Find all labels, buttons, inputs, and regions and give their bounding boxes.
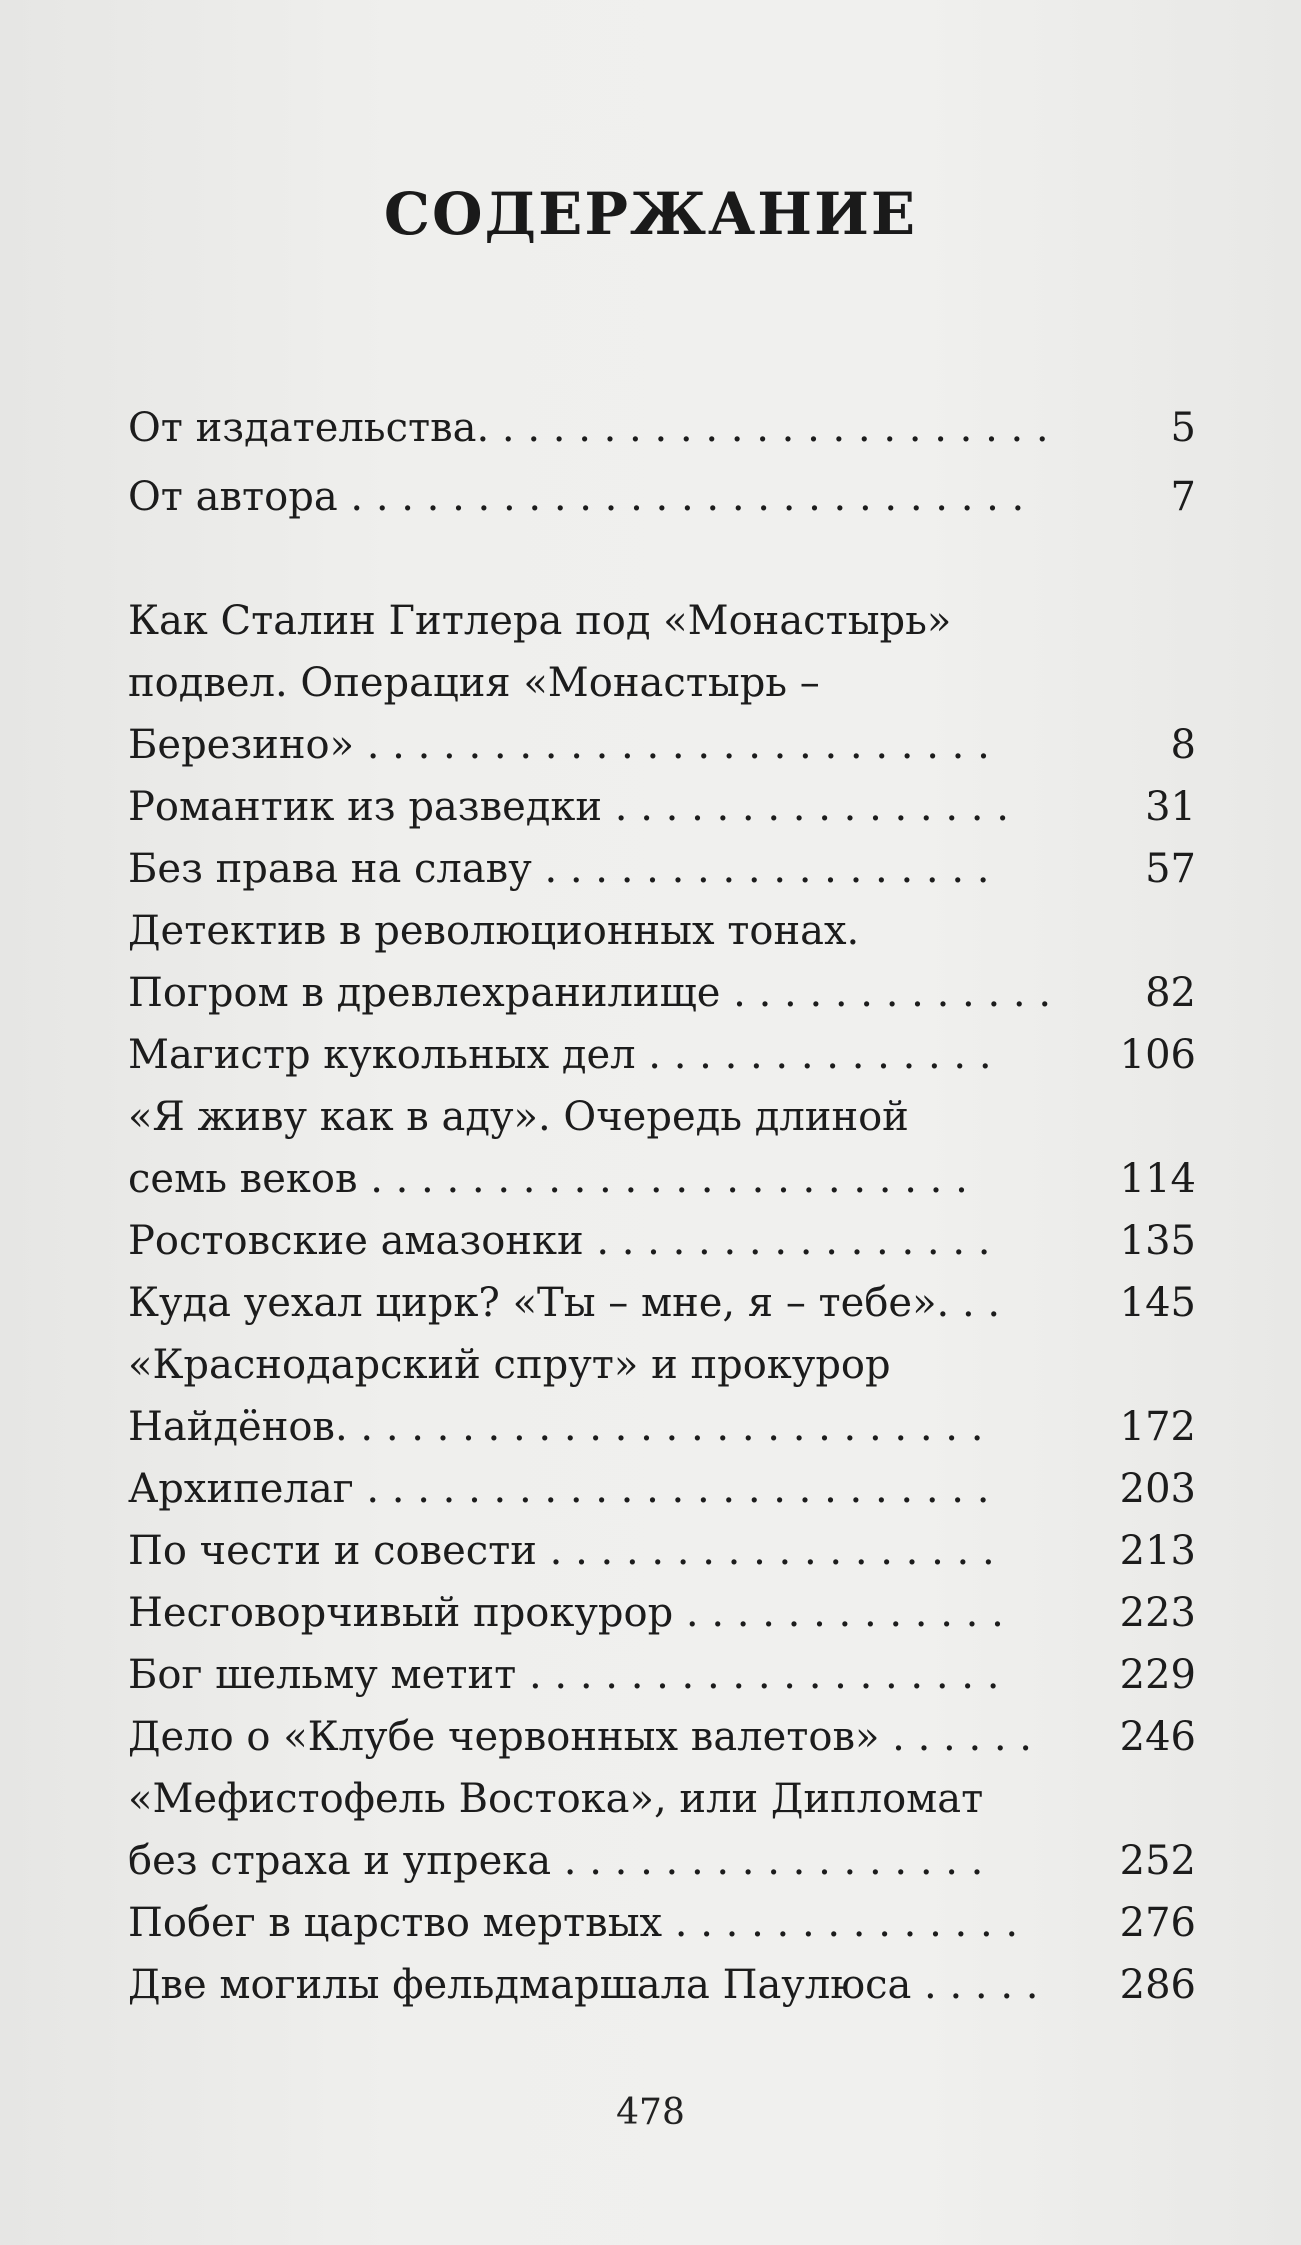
toc-entry-page: 8 xyxy=(1170,722,1196,768)
toc-entry-page: 5 xyxy=(1170,405,1196,451)
toc-entry xyxy=(128,1830,1196,1892)
toc-entry xyxy=(128,590,1196,652)
toc-entry xyxy=(128,1706,1196,1768)
toc-entry-title: «Краснодарский спрут» и прокурор xyxy=(128,1342,891,1388)
toc-entry-front-0 xyxy=(128,397,1196,459)
toc-entry xyxy=(128,1458,1196,1520)
toc-entry-title: Погром в древлехранилище . . . . . . . . . . . . . xyxy=(128,970,1052,1016)
toc-entry-title: Две могилы фельдмаршала Паулюса . . . . . xyxy=(128,1962,1039,2008)
toc-entry-page: 246 xyxy=(1119,1714,1196,1760)
toc-entry xyxy=(128,1768,1196,1830)
toc-entry-title: Как Сталин Гитлера под «Монастырь» xyxy=(128,598,952,644)
toc-entry-title: Ростовские амазонки . . . . . . . . . . . . . . . . xyxy=(128,1218,991,1264)
toc-entry-page: 252 xyxy=(1119,1838,1196,1884)
toc-entry-title: Побег в царство мертвых . . . . . . . . . . . . . . xyxy=(128,1900,1019,1946)
toc-entry-title: От автора . . . . . . . . . . . . . . . . . . . . . . . . . . . xyxy=(128,474,1025,520)
toc-entry xyxy=(128,1272,1196,1334)
toc-entry-title: «Мефистофель Востока», или Дипломат xyxy=(128,1776,984,1822)
page-title: СОДЕРЖАНИЕ xyxy=(383,180,918,248)
toc-entry xyxy=(128,1086,1196,1148)
toc-entry-title: без страха и упрека . . . . . . . . . . . . . . . . . xyxy=(128,1838,984,1884)
toc-entry-page: 145 xyxy=(1119,1280,1196,1326)
toc-entry-title: Архипелаг . . . . . . . . . . . . . . . . . . . . . . . . . xyxy=(128,1466,990,1512)
toc-entry xyxy=(128,652,1196,714)
toc-entry xyxy=(128,1148,1196,1210)
toc-entry xyxy=(128,1210,1196,1272)
toc-entry-page: 106 xyxy=(1119,1032,1196,1078)
toc-entry-page: 276 xyxy=(1119,1900,1196,1946)
toc-entry xyxy=(128,1334,1196,1396)
toc-entry xyxy=(128,714,1196,776)
toc-entry-page: 7 xyxy=(1170,474,1196,520)
toc-entry xyxy=(128,1024,1196,1086)
toc-entry xyxy=(128,900,1196,962)
toc-entry-title: Магистр кукольных дел . . . . . . . . . . . . . . xyxy=(128,1032,992,1078)
toc-entry xyxy=(128,1892,1196,1954)
toc-entry xyxy=(128,1954,1196,2016)
toc-entry-page: 223 xyxy=(1119,1590,1196,1636)
toc-entry xyxy=(128,1582,1196,1644)
toc-entry-page: 172 xyxy=(1119,1404,1196,1450)
toc-entry-page: 31 xyxy=(1145,784,1196,830)
toc-entry-title: Без права на славу . . . . . . . . . . . . . . . . . . xyxy=(128,846,990,892)
toc-entry-title: Бог шельму метит . . . . . . . . . . . . . . . . . . . xyxy=(128,1652,1000,1698)
toc-entry-title: «Я живу как в аду». Очередь длиной xyxy=(128,1094,909,1140)
toc-entry-title: По чести и совести . . . . . . . . . . . . . . . . . . xyxy=(128,1528,995,1574)
toc-entry xyxy=(128,1520,1196,1582)
toc-entry-page: 135 xyxy=(1119,1218,1196,1264)
toc-entry-page: 213 xyxy=(1119,1528,1196,1574)
toc-entry-title: семь веков . . . . . . . . . . . . . . . . . . . . . . . . xyxy=(128,1156,968,1202)
toc-entry xyxy=(128,1644,1196,1706)
toc-entry-title: Найдёнов. . . . . . . . . . . . . . . . . . . . . . . . . . xyxy=(128,1404,984,1450)
toc-entry xyxy=(128,776,1196,838)
toc-entry-page: 114 xyxy=(1119,1156,1196,1202)
toc-entry-title: подвел. Операция «Монастырь – xyxy=(128,660,820,706)
toc-entry-title: Несговорчивый прокурор . . . . . . . . . . . . . xyxy=(128,1590,1004,1636)
toc-entry-title: Детектив в революционных тонах. xyxy=(128,908,860,954)
toc-entry xyxy=(128,838,1196,900)
toc-entry xyxy=(128,1396,1196,1458)
toc-entry xyxy=(128,962,1196,1024)
toc-entry-title: Романтик из разведки . . . . . . . . . . . . . . . . xyxy=(128,784,1009,830)
toc-entry-page: 286 xyxy=(1119,1962,1196,2008)
toc-entry-page: 57 xyxy=(1145,846,1196,892)
toc-entry-title: Березино» . . . . . . . . . . . . . . . . . . . . . . . . . xyxy=(128,722,990,768)
toc-entry-title: От издательства. . . . . . . . . . . . . . . . . . . . . . . xyxy=(128,405,1049,451)
toc-entry-page: 203 xyxy=(1119,1466,1196,1512)
toc-entry-page: 82 xyxy=(1145,970,1196,1016)
toc-entry-page: 229 xyxy=(1119,1652,1196,1698)
toc-entry-title: Куда уехал цирк? «Ты – мне, я – тебе». . . xyxy=(128,1280,1001,1326)
page-number: 478 xyxy=(616,2092,685,2133)
toc-entry-front-1 xyxy=(128,466,1196,528)
toc-entry-title: Дело о «Клубе червонных валетов» . . . . . . xyxy=(128,1714,1033,1760)
